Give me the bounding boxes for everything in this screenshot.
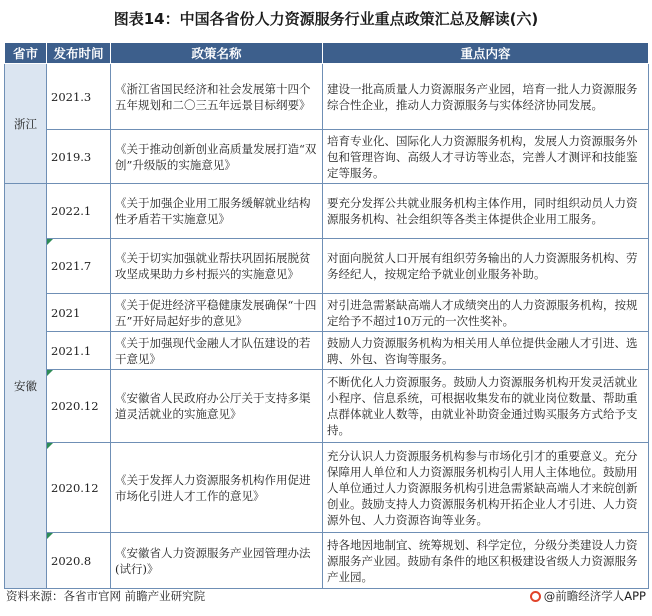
content-cell: 对引进急需紧缺高端人才成绩突出的人力资源服务机构，按规定给予不超过10万元的一次性奖补。 xyxy=(323,294,649,332)
table-row xyxy=(5,370,649,443)
table-row xyxy=(5,130,649,184)
content-cell: 充分认识人力资源服务机构参与市场化引才的重要意义。充分保障用人单位和人力资源服务机构引人用人主体地位。鼓励用人单位通过人力资源服务机构引进急需紧缺高端人才来皖创新创业。鼓励支持人力资源服务机构开拓企业人才引进、人力资源外包、人力资源咨询等业务。 xyxy=(323,443,649,533)
cell-marker xyxy=(47,533,53,539)
page-title: 图表14：中国各省份人力资源服务行业重点政策汇总及解读(六) xyxy=(113,10,539,28)
content-cell: 建设一批高质量人力资源服务产业园，培育一批人力资源服务综合性企业，推动人力资源服务与实体经济协同发展。 xyxy=(323,64,649,130)
header-content: 重点内容 xyxy=(323,43,649,64)
brand-text: @前瞻经济学人APP xyxy=(543,589,646,603)
province-cell: 浙江 xyxy=(5,64,47,184)
header-date: 发布时间 xyxy=(47,43,111,64)
province-cell: 安徽 xyxy=(5,184,47,589)
content-cell: 不断优化人力资源服务。鼓励人力资源服务机构开发灵活就业小程序、信息系统，可根据收集发布的就业岗位数量、帮助重点群体就业人数等，由就业补助资金通过购买服务方式给予支持。 xyxy=(323,370,649,443)
date-cell: 2019.3 xyxy=(47,130,111,184)
content-cell: 培育专业化、国际化人力资源服务机构，发展人力资源服务外包和管理咨询、高级人才寻访等业态，完善人才测评和技能鉴定等服务。 xyxy=(323,130,649,184)
date-cell: 2021.1 xyxy=(47,332,111,370)
date-text: 2020.8 xyxy=(51,553,92,568)
policy-name-cell: 《关于加强现代金融人才队伍建设的若干意见》 xyxy=(111,332,323,370)
header-policy: 政策名称 xyxy=(111,43,323,64)
policy-name-cell: 《关于加强企业用工服务缓解就业结构性矛盾若干实施意见》 xyxy=(111,184,323,239)
date-text: 2020.12 xyxy=(51,399,99,413)
content-cell: 对面向脱贫人口开展有组织劳务输出的人力资源服务机构、劳务经纪人，按规定给予就业创业服务补助。 xyxy=(323,239,649,294)
table-header-row xyxy=(5,43,649,64)
table-row xyxy=(5,64,649,130)
date-cell xyxy=(47,370,111,443)
date-cell: 2022.1 xyxy=(47,184,111,239)
date-cell xyxy=(47,239,111,294)
date-text: 2020.12 xyxy=(51,480,99,495)
date-cell xyxy=(47,443,111,533)
policy-name-cell: 《关于促进经济平稳健康发展确保“十四五”开好局起好步的意见》 xyxy=(111,294,323,332)
policy-table xyxy=(4,42,649,589)
table-row xyxy=(5,239,649,294)
policy-name-cell: 《安徽省人民政府办公厅关于支持多渠道灵活就业的实施意见》 xyxy=(111,370,323,443)
date-text: 2021.7 xyxy=(51,259,92,273)
brand-logo-icon xyxy=(530,591,541,602)
source-note: 资料来源：各省市官网 前瞻产业研究院 xyxy=(6,589,206,603)
table-row xyxy=(5,443,649,533)
date-cell: 2021 xyxy=(47,294,111,332)
content-cell: 持各地因地制宜、统筹规划、科学定位，分级分类建设人力资源服务产业园。鼓励有条件的地区积极建设省级人力资源服务产业园。 xyxy=(323,533,649,589)
header-province: 省市 xyxy=(5,43,47,64)
cell-marker xyxy=(47,239,53,245)
table-row xyxy=(5,294,649,332)
date-cell: 2021.3 xyxy=(47,64,111,130)
table-row xyxy=(5,332,649,370)
policy-name-cell: 《关于切实加强就业帮扶巩固拓展脱贫攻坚成果助力乡村振兴的实施意见》 xyxy=(111,239,323,294)
policy-name-cell: 《关于发挥人力资源服务机构作用促进市场化引进人才工作的意见》 xyxy=(111,443,323,533)
date-cell xyxy=(47,533,111,589)
policy-name-cell: 《关于推动创新创业高质量发展打造“双创”升级版的实施意见》 xyxy=(111,130,323,184)
content-cell: 要充分发挥公共就业服务机构主体作用，同时组织动员人力资源服务机构、社会组织等各类主体提供企业用工服务。 xyxy=(323,184,649,239)
cell-marker xyxy=(47,370,53,376)
policy-name-cell: 《浙江省国民经济和社会发展第十四个五年规划和二〇三五年远景目标纲要》 xyxy=(111,64,323,130)
content-cell: 鼓励人力资源服务机构为相关用人单位提供金融人才引进、选聘、外包、咨询等服务。 xyxy=(323,332,649,370)
brand-credit xyxy=(530,588,646,604)
policy-name-cell: 《安徽省人力资源服务产业园管理办法(试行)》 xyxy=(111,533,323,589)
cell-marker xyxy=(47,443,53,449)
table-row xyxy=(5,184,649,239)
table-row xyxy=(5,533,649,589)
